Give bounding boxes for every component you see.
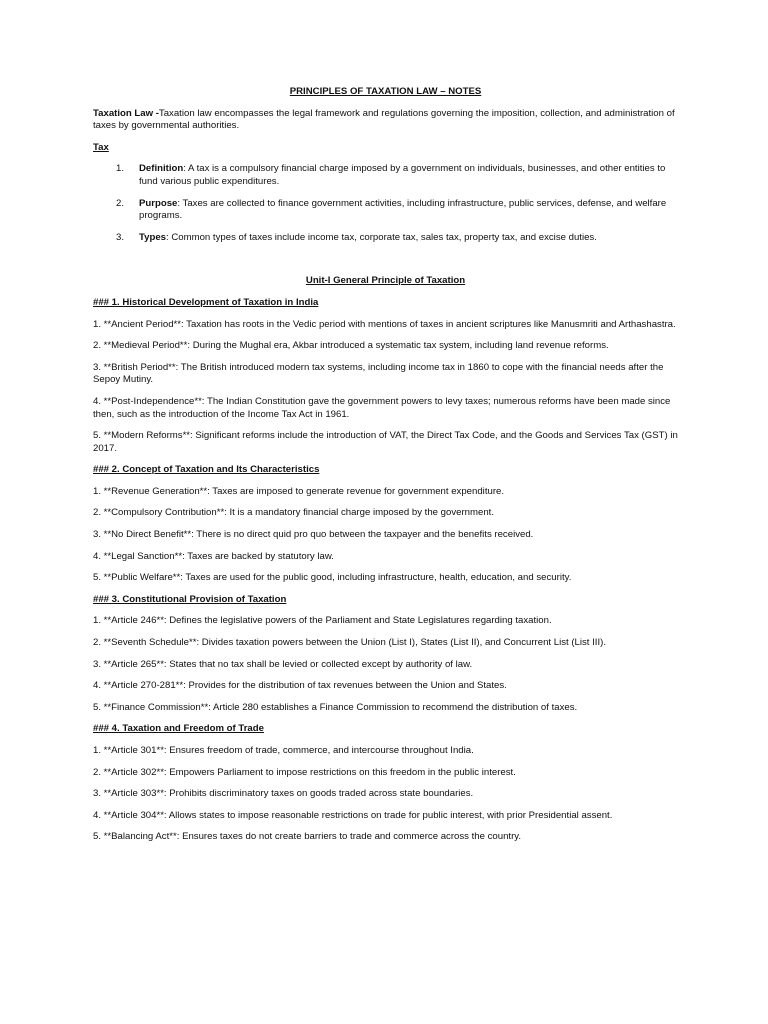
- list-item: 1. **Revenue Generation**: Taxes are imposed to generate revenue for government expenditure.: [93, 485, 505, 497]
- list-item: 4. **Legal Sanction**: Taxes are backed by statutory law.: [93, 550, 334, 562]
- intro-text: Taxation law encompasses the legal framework and regulations governing the imposition, collection, and administration of taxes by governmental authorities.: [93, 107, 675, 132]
- list-item: 2. **Compulsory Contribution**: It is a mandatory financial charge imposed by the government.: [93, 507, 495, 519]
- list-item: 5. **Modern Reforms**: Significant reforms include the introduction of VAT, the Direct Tax Code, and the Goods and Services Tax (GST) in 2017.: [93, 430, 678, 454]
- list-item: 3. **Article 265**: States that no tax shall be levied or collected except by authority of law.: [93, 658, 473, 670]
- list-item: 2. **Medieval Period**: During the Mughal era, Akbar introduced a systematic tax system, including land revenue reforms.: [93, 340, 609, 352]
- tax-item-text: : Taxes are collected to finance government activities, including infrastructure, public services, defense, and welfare programs.: [139, 197, 667, 222]
- document-content: [93, 86, 678, 853]
- list-item: 5. **Public Welfare**: Taxes are used for the public good, including infrastructure, health, education, and security.: [93, 572, 572, 584]
- list-item: 4. **Article 270-281**: Provides for the distribution of tax revenues between the Union and States.: [93, 680, 507, 692]
- list-item: 2. **Article 302**: Empowers Parliament to impose restrictions on this freedom in the public interest.: [93, 766, 516, 778]
- tax-item-term: Purpose: [139, 197, 178, 209]
- section-heading: ### 1. Historical Development of Taxation in India: [93, 296, 319, 308]
- spacer: [93, 253, 678, 275]
- document-title: PRINCIPLES OF TAXATION LAW – NOTES: [289, 86, 482, 97]
- list-item: 3. **British Period**: The British introduced modern tax systems, including income tax in 1860 to cope with the financial needs after the Sepoy Mutiny.: [93, 361, 664, 386]
- list-item: 1. **Article 246**: Defines the legislative powers of the Parliament and State Legislatures regarding taxation.: [93, 615, 552, 627]
- list-item: 3. **Article 303**: Prohibits discriminatory taxes on goods traded across state boundaries.: [93, 788, 474, 800]
- intro-term: Taxation Law -: [93, 107, 159, 119]
- tax-item: [93, 232, 678, 245]
- unit-title: Unit-I General Principle of Taxation: [305, 275, 466, 287]
- tax-item: [93, 198, 678, 223]
- section-heading: ### 3. Constitutional Provision of Taxation: [93, 593, 287, 605]
- tax-item-term: Definition: [139, 163, 184, 175]
- list-item: 1. **Article 301**: Ensures freedom of trade, commerce, and intercourse throughout India.: [93, 745, 474, 756]
- list-item: 4. **Article 304**: Allows states to impose reasonable restrictions on trade for public interest, with prior Presidential assent.: [93, 809, 613, 821]
- list-item: 5. **Balancing Act**: Ensures taxes do not create barriers to trade and commerce across the country.: [93, 831, 522, 843]
- intro-paragraph: [93, 108, 678, 133]
- tax-item-number: 2.: [116, 197, 125, 209]
- tax-list: [93, 163, 678, 244]
- tax-item-text: : A tax is a compulsory financial charge imposed by a government on individuals, businesses, and other entities to fund various public expenditures.: [139, 163, 666, 187]
- section-heading: ### 2. Concept of Taxation and Its Characteristics: [93, 464, 320, 476]
- tax-item-number: 3.: [116, 231, 125, 243]
- list-item: 1. **Ancient Period**: Taxation has roots in the Vedic period with mentions of taxes in ancient scriptures like Manusmriti and Arthashastra.: [93, 318, 676, 330]
- tax-item-text: : Common types of taxes include income tax, corporate tax, sales tax, property tax, and excise duties.: [166, 231, 597, 243]
- tax-item: [93, 163, 678, 188]
- list-item: 4. **Post-Independence**: The Indian Constitution gave the government powers to levy taxes; numerous reforms have been made since then, such as the introduction of the Income Tax Act in 1961.: [93, 395, 671, 420]
- list-item: 2. **Seventh Schedule**: Divides taxation powers between the Union (List I), States (List II), and Concurrent List (List III).: [93, 637, 606, 649]
- tax-item-number: 1.: [116, 163, 125, 175]
- list-item: 3. **No Direct Benefit**: There is no direct quid pro quo between the taxpayer and the benefits received.: [93, 529, 534, 541]
- tax-item-term: Types: [139, 231, 167, 243]
- section-heading: ### 4. Taxation and Freedom of Trade: [93, 723, 264, 735]
- list-item: 5. **Finance Commission**: Article 280 establishes a Finance Commission to recommend the distribution of taxes.: [93, 701, 578, 713]
- tax-heading: Tax: [93, 141, 109, 153]
